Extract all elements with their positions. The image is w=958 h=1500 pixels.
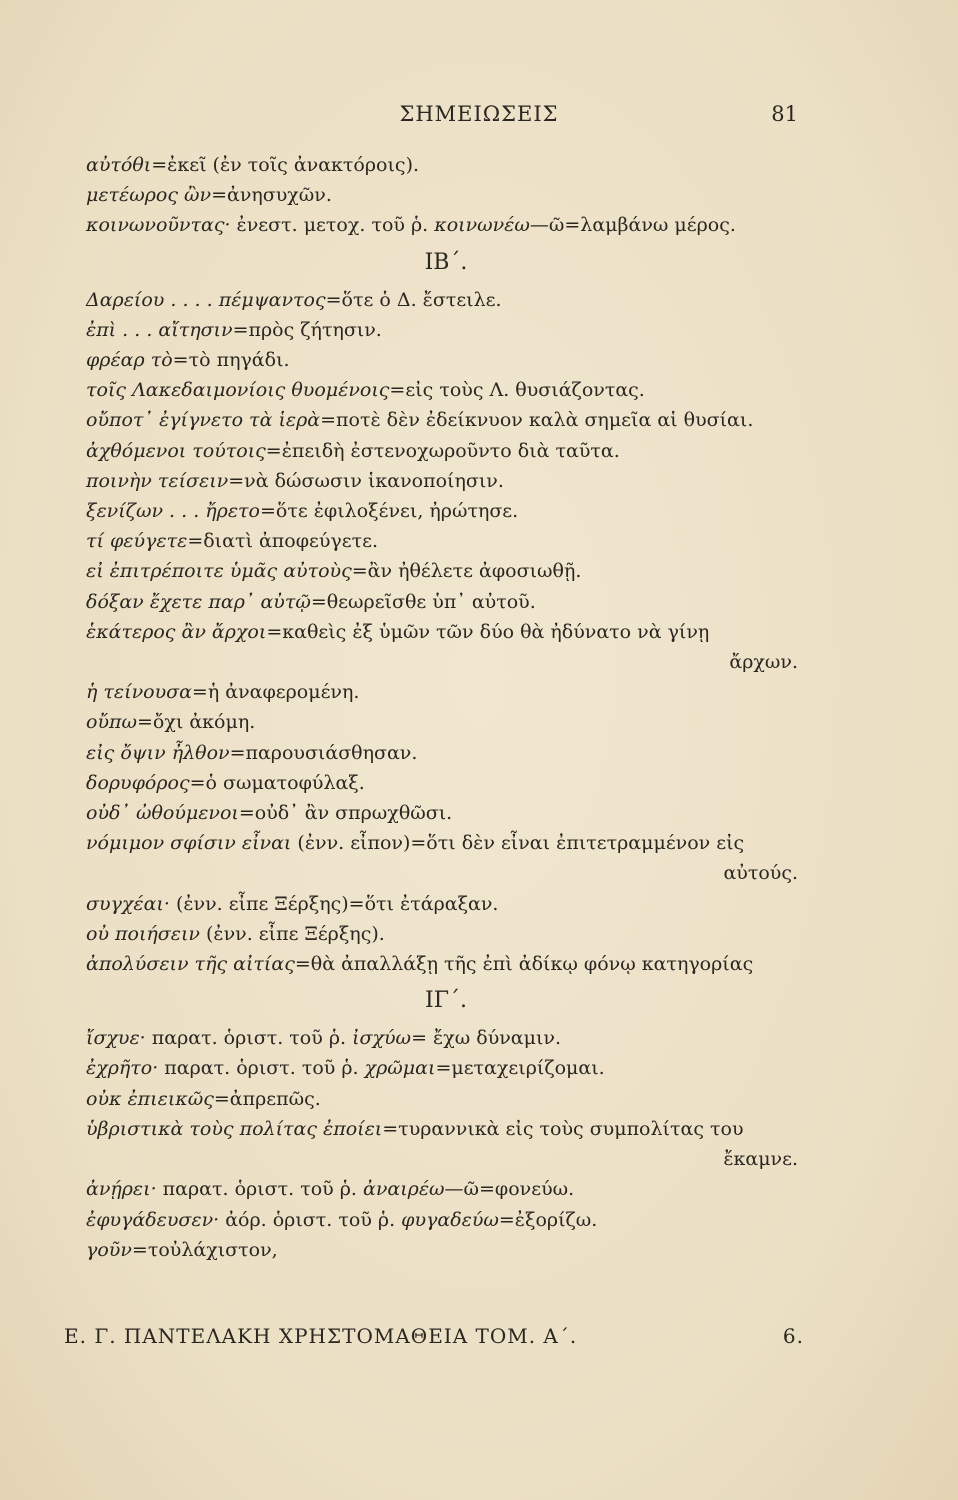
note-entry (86, 285, 806, 315)
note-gloss: =ἐξορίζω. (498, 1208, 598, 1231)
note-gloss: =ἐπειδὴ ἐστενοχωροῦντο διὰ ταῦτα. (265, 439, 620, 462)
entries-section-ig (86, 1023, 806, 1265)
note-entry (86, 587, 806, 617)
running-title: ΣΗΜΕΙΩΣΕΙΣ (399, 102, 559, 126)
note-term: ἀναιρέω (362, 1178, 445, 1201)
note-gloss: =καθεὶς ἐξ ὑμῶν τῶν δύο θὰ ἠδύνατο νὰ γίνῃ (266, 620, 710, 643)
note-gloss: =πρὸς ζήτησιν. (232, 318, 382, 341)
note-gloss: ἀόρ. ὁριστ. τοῦ ῥ. (219, 1208, 402, 1231)
note-gloss: παρατ. ὁριστ. τοῦ ῥ. (158, 1057, 365, 1080)
note-gloss: =ὅτε ἐφιλοξένει, ἠρώτησε. (259, 500, 519, 523)
note-entry (86, 405, 806, 435)
note-entry (86, 798, 806, 828)
note-term: ἀπολύσειν τῆς αἰτίας (86, 953, 295, 976)
note-gloss: =ἀνησυχῶν. (211, 184, 332, 207)
note-term: ἐχρῆτο· (86, 1057, 159, 1080)
note-entry (86, 1053, 806, 1083)
note-term: ἀνῄρει· (86, 1178, 157, 1201)
note-entry (86, 150, 806, 180)
note-gloss: =νὰ δώσωσιν ἱκανοποίησιν. (228, 469, 504, 492)
note-term: φυγαδεύω (401, 1208, 499, 1231)
note-term: οὐδ᾽ ὠθούμενοι (86, 802, 239, 825)
note-entry (86, 436, 806, 466)
note-gloss: =ἀπρεπῶς. (213, 1087, 321, 1110)
note-term: χρῶμαι (364, 1057, 436, 1080)
note-gloss: =ὄχι ἀκόμη. (136, 711, 256, 734)
note-term: δορυφόρος (86, 771, 190, 794)
note-entry (86, 526, 806, 556)
note-entry (86, 828, 806, 888)
note-term: εἰς ὄψιν ἦλθον (86, 741, 230, 764)
note-gloss: = ἔχω δύναμιν. (411, 1027, 562, 1050)
note-term: ἐφυγάδευσεν· (86, 1208, 220, 1231)
note-term: κοινωνέω (434, 214, 530, 237)
note-gloss: =ἂν ἠθέλετε ἀφοσιωθῇ. (351, 560, 582, 583)
note-entry (86, 889, 806, 919)
note-term: δόξαν ἔχετε παρ᾽ αὐτῷ (86, 590, 311, 613)
notes-content (86, 150, 806, 1265)
note-term: ποινὴν τείσειν (86, 469, 229, 492)
page-footer (64, 1324, 804, 1360)
note-term: Δαρείου . . . . πέμψαντος (86, 288, 326, 311)
note-gloss: =θὰ ἀπαλλάξῃ τῆς ἐπὶ ἀδίκῳ φόνῳ κατηγορίας (294, 953, 754, 976)
note-term: ἑκάτερος ἂν ἄρχοι (86, 620, 267, 643)
note-entry (86, 617, 806, 677)
note-gloss: ἐνεστ. μετοχ. τοῦ ῥ. (230, 214, 435, 237)
note-gloss: (ἐνν. εἶπε Ξέρξης). (199, 922, 385, 945)
footer-signature: Ε. Γ. ΠΑΝΤΕΛΑΚΗ ΧΡΗΣΤΟΜΑΘΕΙΑ ΤΟΜ. Α΄. (64, 1324, 578, 1348)
note-gloss: =παρουσιάσθησαν. (229, 741, 418, 764)
note-term: αὐτόθι (86, 154, 152, 176)
note-term: φρέαρ τὸ (86, 349, 173, 372)
note-entry (86, 738, 806, 768)
note-entry (86, 768, 806, 798)
note-term: οὐ ποιήσειν (86, 922, 200, 945)
note-gloss: =τὸ πηγάδι. (172, 349, 290, 372)
note-gloss: παρατ. ὁριστ. τοῦ ῥ. (145, 1027, 353, 1050)
note-entry (86, 1084, 806, 1114)
note-gloss: =διατὶ ἀποφεύγετε. (187, 530, 378, 553)
note-continuation: ἔκαμνε. (723, 1148, 798, 1171)
note-gloss: —ῶ=λαμβάνω μέρος. (529, 214, 736, 237)
note-gloss: =τοὐλάχιστον, (131, 1238, 278, 1261)
note-term: μετέωρος ὢν (86, 184, 212, 207)
note-entry (86, 1023, 806, 1053)
note-gloss: =ὅτε ὁ Δ. ἔστειλε. (325, 288, 502, 311)
note-term: ἴσχυε· (86, 1027, 146, 1050)
note-term: ἀχθόμενοι τούτοις (86, 439, 266, 462)
note-term: τοῖς Λακεδαιμονίοις θυομένοις (86, 379, 390, 402)
note-entry (86, 677, 806, 707)
note-gloss: =ποτὲ δὲν ἐδείκνυον καλὰ σημεῖα αἱ θυσίαι. (320, 409, 754, 432)
note-entry (86, 466, 806, 496)
page-header (0, 98, 958, 138)
page-number: 81 (771, 102, 798, 126)
note-term: τί φεύγετε (86, 530, 188, 553)
note-entry (86, 556, 806, 586)
note-gloss: =τυραννικὰ εἰς τοὺς συμπολίτας του (382, 1117, 744, 1140)
note-entry (86, 707, 806, 737)
note-entry (86, 949, 806, 979)
note-term: ὑβριστικὰ τοὺς πολίτας ἐποίει (86, 1117, 383, 1140)
note-gloss: =οὐδ᾽ ἂν σπρωχθῶσι. (238, 802, 453, 825)
note-continuation: αὐτούς. (723, 862, 798, 885)
note-entry (86, 1114, 806, 1174)
section-heading-ig: ΙΓ΄. (425, 988, 467, 1014)
footer-signature-number: 6. (782, 1324, 804, 1348)
note-term: ἐπὶ . . . αἴτησιν (86, 318, 233, 341)
note-entry (86, 496, 806, 526)
note-entry (86, 375, 806, 405)
note-entry (86, 345, 806, 375)
note-term: νόμιμον σφίσιν εἶναι (86, 832, 292, 855)
note-gloss: =θεωρεῖσθε ὑπ᾽ αὐτοῦ. (310, 590, 536, 613)
note-term: ἰσχύω (352, 1027, 412, 1050)
note-entry (86, 1205, 806, 1235)
note-entry (86, 180, 806, 210)
note-gloss: =ἡ ἀναφερομένη. (191, 681, 360, 704)
note-gloss: =ἐκεῖ (ἐν τοῖς ἀνακτόροις). (151, 154, 420, 176)
note-entry (86, 1174, 806, 1204)
note-entry (86, 919, 806, 949)
note-entry (86, 1235, 806, 1265)
note-term: συγχέαι· (86, 892, 170, 915)
note-term: κοινωνοῦντας· (86, 214, 231, 237)
note-gloss: =μεταχειρίζομαι. (435, 1057, 605, 1080)
note-gloss: (ἐνν. εἶπον)=ὅτι δὲν εἶναι ἐπιτετραμμένον εἰς (291, 832, 745, 855)
note-entry (86, 315, 806, 345)
note-term: οὐκ ἐπιεικῶς (86, 1087, 214, 1110)
note-term: γοῦν (86, 1238, 132, 1261)
note-entry (86, 210, 806, 240)
note-gloss: =ὁ σωματοφύλαξ. (189, 771, 365, 794)
section-heading-ib: ΙΒ΄. (424, 249, 468, 275)
note-term: ξενίζων . . . ἤρετο (86, 500, 260, 523)
note-term: οὔπω (86, 711, 137, 734)
note-continuation: ἄρχων. (729, 651, 798, 674)
note-gloss: παρατ. ὁριστ. τοῦ ῥ. (156, 1178, 363, 1201)
note-term: οὔποτ᾽ ἐγίγνετο τὰ ἱερὰ (86, 409, 321, 432)
note-term: ἡ τείνουσα (86, 681, 192, 704)
entries-top (86, 150, 806, 241)
note-term: εἰ ἐπιτρέποιτε ὑμᾶς αὐτοὺς (86, 560, 352, 583)
entries-section-ib (86, 285, 806, 980)
note-gloss: —ῶ=φονεύω. (444, 1178, 575, 1201)
note-gloss: (ἐνν. εἶπε Ξέρξης)=ὅτι ἐτάραξαν. (169, 892, 499, 915)
note-gloss: =εἰς τοὺς Λ. θυσιάζοντας. (389, 379, 645, 402)
